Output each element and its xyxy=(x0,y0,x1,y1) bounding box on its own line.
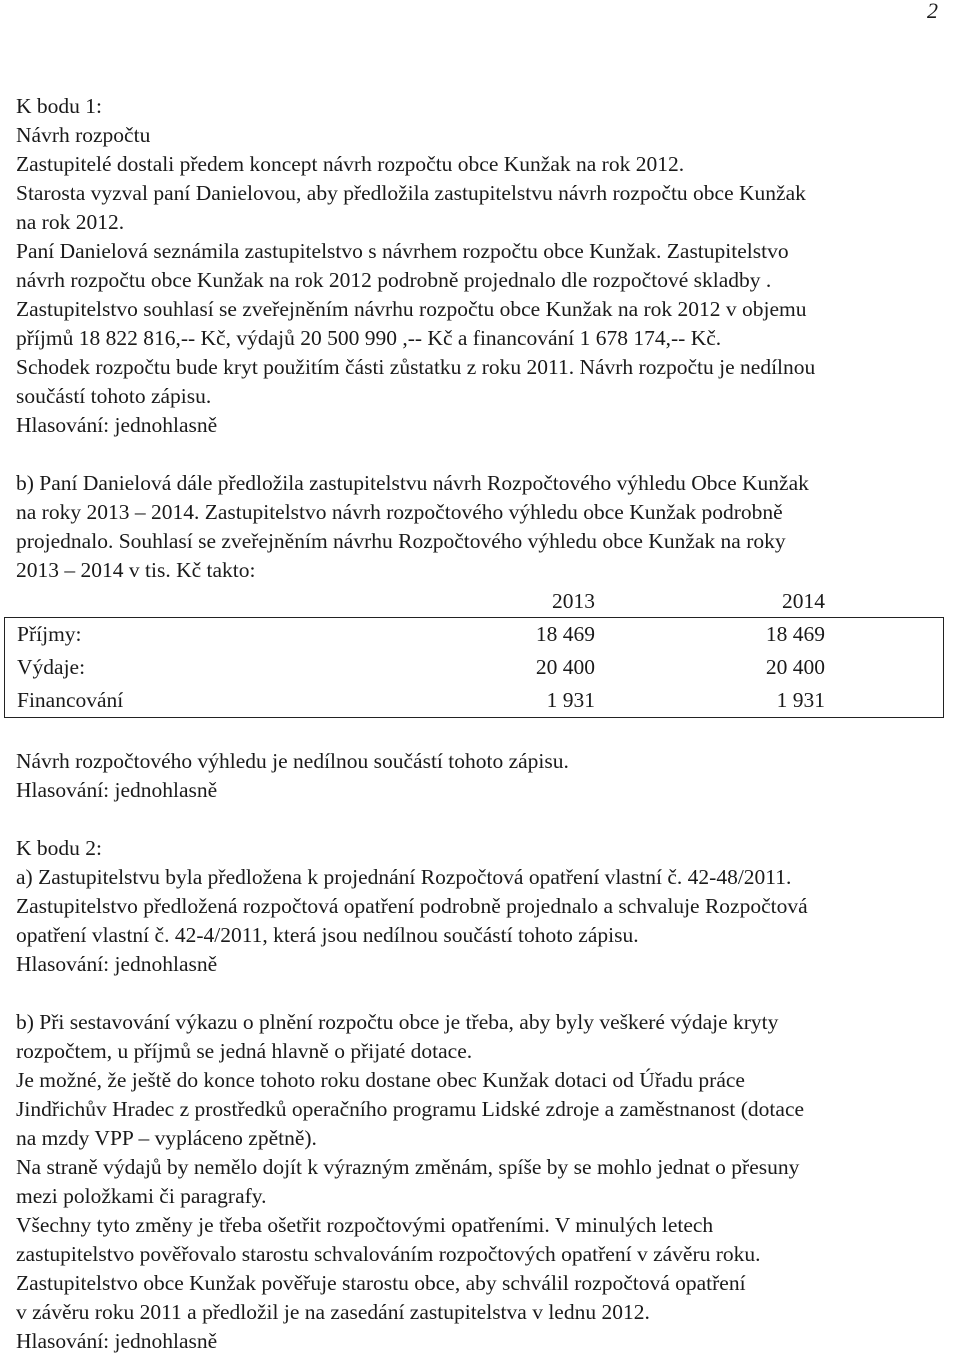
text-line: Je možné, že ještě do konce tohoto roku dostane obec Kunžak dotaci od Úřadu práce xyxy=(16,1068,745,1092)
section-heading: K bodu 2: xyxy=(16,836,102,860)
value-2013: 20 400 xyxy=(535,655,595,679)
text-line: rozpočtem, u příjmů se jedná hlavně o přijaté dotace. xyxy=(16,1039,473,1063)
table-header-row xyxy=(5,585,944,618)
text-line: v závěru roku 2011 a předložil je na zasedání zastupitelstva v lednu 2012. xyxy=(16,1300,650,1324)
text-line: návrh rozpočtu obce Kunžak na rok 2012 podrobně projednalo dle rozpočtové skladby . xyxy=(16,268,772,292)
value-2014: 18 469 xyxy=(715,618,825,652)
text-line: příjmů 18 822 816,-- Kč, výdajů 20 500 990 ,-- Kč a financování 1 678 174,-- Kč. xyxy=(16,326,722,350)
text-line: na rok 2012. xyxy=(16,210,125,234)
page-number: 2 xyxy=(927,0,938,23)
text-line: opatření vlastní č. 42-4/2011, která jsou nedílnou součástí tohoto zápisu. xyxy=(16,923,639,947)
text-line: Zastupitelstvo obce Kunžak pověřuje starostu obce, aby schválil rozpočtová opatření xyxy=(16,1271,746,1295)
value-2013: 18 469 xyxy=(487,618,595,652)
text-line: na roky 2013 – 2014. Zastupitelstvo návrh rozpočtového výhledu obce Kunžak podrobně xyxy=(16,500,783,524)
section-heading: K bodu 1: xyxy=(16,94,102,118)
text-line: mezi položkami či paragrafy. xyxy=(16,1184,267,1208)
row-label: Výdaje: xyxy=(5,651,488,684)
text-line: projednalo. Souhlasí se zveřejněním návrhu Rozpočtového výhledu obce Kunžak na roky xyxy=(16,529,786,553)
text-line: Schodek rozpočtu bude kryt použitím části zůstatku z roku 2011. Návrh rozpočtu je nedílnou xyxy=(16,355,816,379)
column-header-2014: 2014 xyxy=(782,588,825,613)
vote-result: Hlasování: jednohlasně xyxy=(16,1329,218,1353)
column-header-2013: 2013 xyxy=(552,588,595,613)
vote-result: Hlasování: jednohlasně xyxy=(16,778,218,802)
text-line: Paní Danielová seznámila zastupitelstvo s návrhem rozpočtu obce Kunžak. Zastupitelstvo xyxy=(16,239,789,263)
section-subheading: Návrh rozpočtu xyxy=(16,123,151,147)
budget-outlook-table xyxy=(4,585,944,718)
value-2014: 20 400 xyxy=(765,655,825,679)
text-line: zastupitelstvo pověřovalo starostu schvalováním rozpočtových opatření v závěru roku. xyxy=(16,1242,761,1266)
vote-result: Hlasování: jednohlasně xyxy=(16,413,218,437)
text-line: součástí tohoto zápisu. xyxy=(16,384,212,408)
text-line: b) Paní Danielová dále předložila zastupitelstvu návrh Rozpočtového výhledu Obce Kunžak xyxy=(16,471,809,495)
value-2013: 1 931 xyxy=(487,684,595,718)
vote-result: Hlasování: jednohlasně xyxy=(16,952,218,976)
table-row xyxy=(5,618,944,652)
table-row xyxy=(5,684,944,718)
text-line: na mzdy VPP – vypláceno zpětně). xyxy=(16,1126,317,1150)
text-line: Na straně výdajů by nemělo dojít k výrazným změnám, spíše by se mohlo jednat o přesuny xyxy=(16,1155,800,1179)
text-line: b) Při sestavování výkazu o plnění rozpočtu obce je třeba, aby byly veškeré výdaje kryty xyxy=(16,1010,779,1034)
text-line: a) Zastupitelstvu byla předložena k projednání Rozpočtová opatření vlastní č. 42-48/2011. xyxy=(16,865,792,889)
text-line: Starosta vyzval paní Danielovou, aby předložila zastupitelstvu návrh rozpočtu obce Kunžak xyxy=(16,181,806,205)
table-row xyxy=(5,651,944,684)
text-line: Návrh rozpočtového výhledu je nedílnou součástí tohoto zápisu. xyxy=(16,749,569,773)
value-2014: 1 931 xyxy=(715,684,825,718)
document-body xyxy=(16,92,946,1356)
text-line: Zastupitelstvo předložená rozpočtová opatření podrobně projednalo a schvaluje Rozpočtová xyxy=(16,894,808,918)
row-label: Financování xyxy=(5,684,488,718)
text-line: Jindřichův Hradec z prostředků operačního programu Lidské zdroje a zaměstnanost (dotace xyxy=(16,1097,805,1121)
text-line: Zastupitelé dostali předem koncept návrh rozpočtu obce Kunžak na rok 2012. xyxy=(16,152,685,176)
text-line: Všechny tyto změny je třeba ošetřit rozpočtovými opatřeními. V minulých letech xyxy=(16,1213,714,1237)
row-label: Příjmy: xyxy=(5,618,488,652)
text-line: 2013 – 2014 v tis. Kč takto: xyxy=(16,558,256,582)
text-line: Zastupitelstvo souhlasí se zveřejněním návrhu rozpočtu obce Kunžak na rok 2012 v objemu xyxy=(16,297,807,321)
